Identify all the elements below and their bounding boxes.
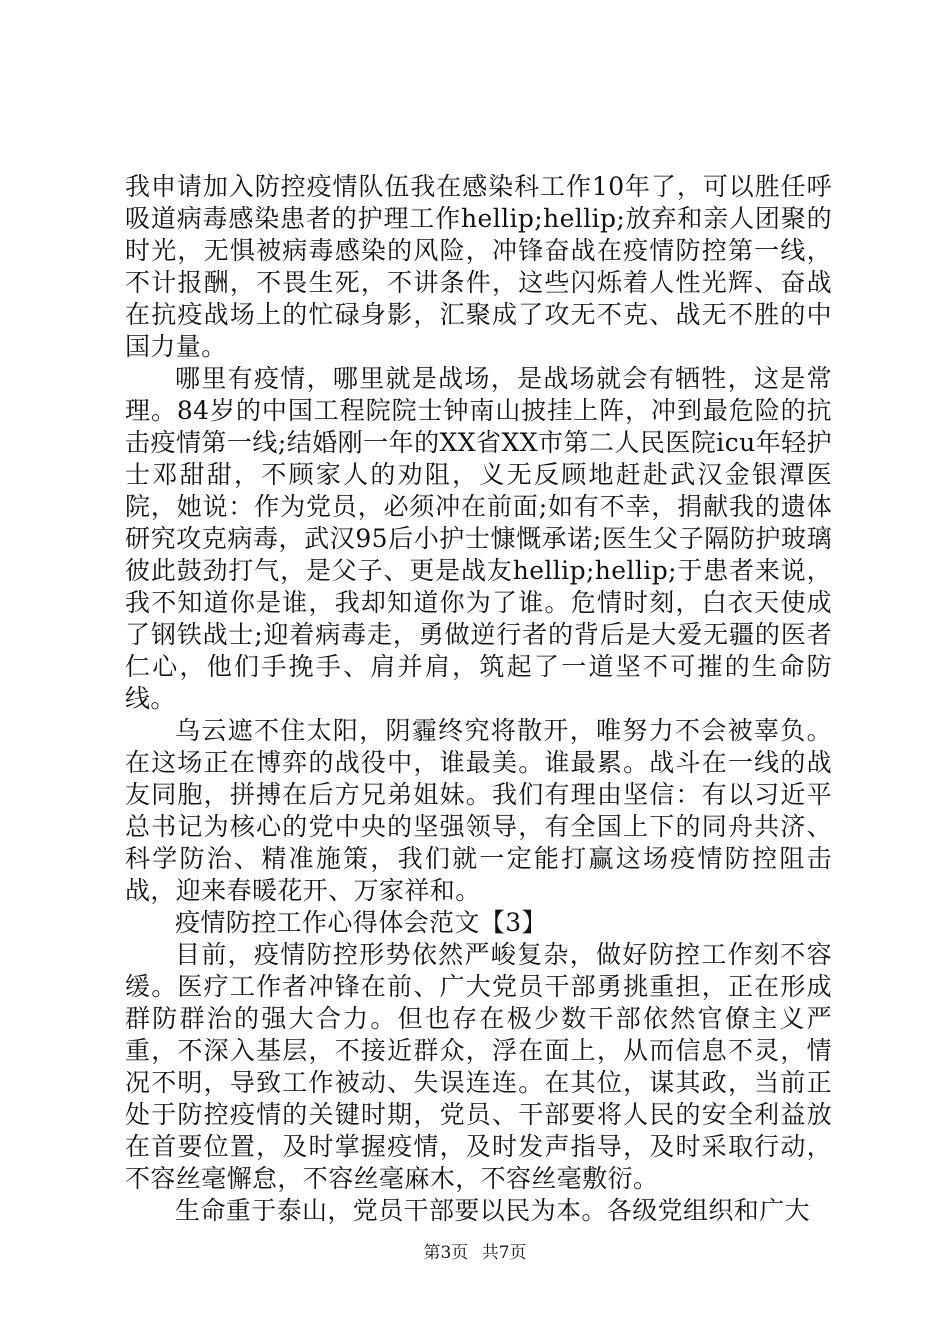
page-total: 共7页 — [481, 1243, 527, 1263]
page-number: 第3页 — [423, 1243, 469, 1263]
page-footer — [0, 1243, 950, 1263]
paragraph-1: 我申请加入防控疫情队伍我在感染科工作10年了，可以胜任呼吸道病毒感染患者的护理工作hellip;hellip;放弃和亲人团聚的时光，无惧被病毒感染的风险，冲锋奋战在疫情防控第一线，不计报酬，不畏生死，不讲条件，这些闪烁着人性光辉、奋战在抗疫战场上的忙碌身影，汇聚成了攻无不克、战无不胜的中国力量。 — [125, 172, 832, 361]
paragraph-4: 目前，疫情防控形势依然严峻复杂，做好防控工作刻不容缓。医疗工作者冲锋在前、广大党员干部勇挑重担，正在形成群防群治的强大合力。但也存在极少数干部依然官僚主义严重，不深入基层，不接近群众，浮在面上，从而信息不灵，情况不明，导致工作被动、失误连连。在其位，谋其政，当前正处于防控疫情的关键时期，党员、干部要将人民的安全利益放在首要位置，及时掌握疫情，及时发声指导，及时采取行动，不容丝毫懈怠，不容丝毫麻木，不容丝毫敷衍。 — [125, 940, 832, 1193]
section-heading: 疫情防控工作心得体会范文【3】 — [175, 908, 547, 937]
paragraph-3: 乌云遮不住太阳，阴霾终究将散开，唯努力不会被辜负。在这场正在博弈的战役中，谁最美。谁最累。战斗在一线的战友同胞，拼搏在后方兄弟姐妹。我们有理由坚信：有以习近平总书记为核心的党中央的坚强领导，有全国上下的同舟共济、科学防治、精准施策，我们就一定能打赢这场疫情防控阻击战，迎来春暖花开、万家祥和。 — [125, 716, 832, 905]
paragraph-5: 生命重于泰山，党员干部要以民为本。各级党组织和广大 — [175, 1196, 811, 1225]
paragraph-2: 哪里有疫情，哪里就是战场，是战场就会有牺牲，这是常理。84岁的中国工程院院士钟南山披挂上阵，冲到最危险的抗击疫情第一线;结婚刚一年的XX省XX市第二人民医院icu年轻护士邓甜甜，不顾家人的劝阻，义无反顾地赶赴武汉金银潭医院，她说：作为党员，必须冲在前面;如有不幸，捐献我的遗体研究攻克病毒，武汉95后小护士慷慨承诺;医生父子隔防护玻璃彼此鼓劲打气，是父子、更是战友hellip;hellip;于患者来说，我不知道你是谁，我却知道你为了谁。危情时刻，白衣天使成了钢铁战士;迎着病毒走，勇做逆行者的背后是大爱无疆的医者仁心，他们手挽手、肩并肩，筑起了一道坚不可摧的生命防线。 — [125, 364, 832, 713]
document-body — [125, 171, 832, 1227]
